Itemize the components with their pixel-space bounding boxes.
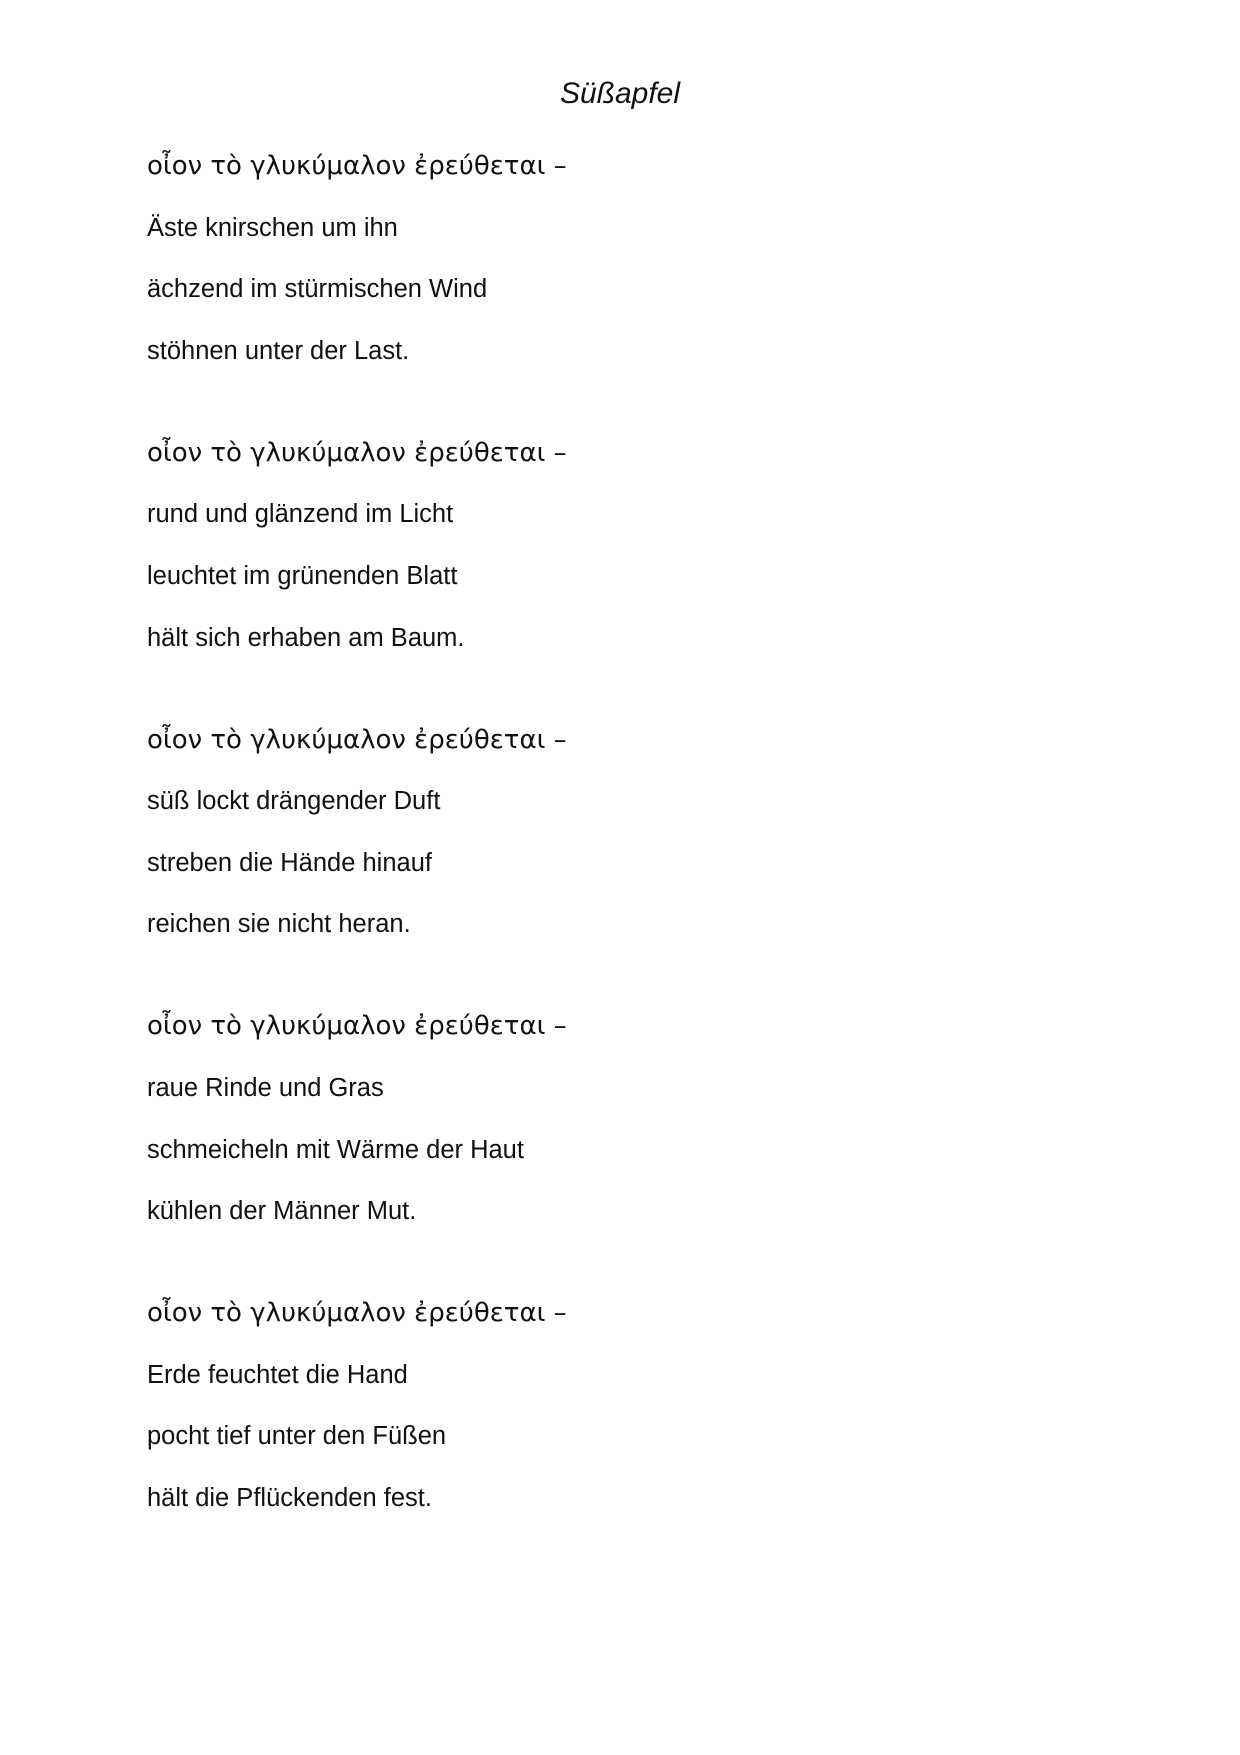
- refrain-line: οἶον τὸ γλυκύμαλον ἐρεύθεται –: [147, 151, 567, 181]
- poem-title: Süßapfel: [559, 77, 681, 110]
- verse-line: pocht tief unter den Füßen: [147, 1422, 447, 1451]
- verse-line: süß lockt drängender Duft: [147, 787, 441, 816]
- verse-line: streben die Hände hinauf: [147, 848, 432, 877]
- refrain-line: οἶον τὸ γλυκύμαλον ἐρεύθεται –: [147, 1298, 567, 1329]
- verse-line: reichen sie nicht heran.: [147, 910, 411, 939]
- poem-body: [147, 146, 1047, 1540]
- verse-line: ächzend im stürmischen Wind: [147, 275, 488, 304]
- verse-line: hält die Pflückenden fest.: [147, 1483, 432, 1512]
- stanza: [147, 1006, 1047, 1231]
- verse-line: kühlen der Männer Mut.: [147, 1197, 417, 1226]
- verse-line: hält sich erhaben am Baum.: [147, 623, 465, 652]
- refrain-line: οἶον τὸ γλυκύμαλον ἐρεύθεται –: [147, 724, 567, 755]
- verse-line: Äste knirschen um ihn: [147, 213, 398, 242]
- verse-line: stöhnen unter der Last.: [147, 336, 410, 365]
- stanza: [147, 146, 1047, 371]
- stanza: [147, 720, 1047, 945]
- poem-title-container: [0, 74, 1240, 114]
- verse-line: leuchtet im grünenden Blatt: [147, 561, 458, 590]
- verse-line: Erde feuchtet die Hand: [147, 1360, 408, 1389]
- verse-line: schmeicheln mit Wärme der Haut: [147, 1135, 524, 1164]
- verse-line: raue Rinde und Gras: [147, 1073, 384, 1102]
- stanza: [147, 1293, 1047, 1518]
- refrain-line: οἶον τὸ γλυκύμαλον ἐρεύθεται –: [147, 437, 567, 468]
- stanza: [147, 433, 1047, 658]
- verse-line: rund und glänzend im Licht: [147, 500, 454, 529]
- refrain-line: οἶον τὸ γλυκύμαλον ἐρεύθεται –: [147, 1011, 567, 1042]
